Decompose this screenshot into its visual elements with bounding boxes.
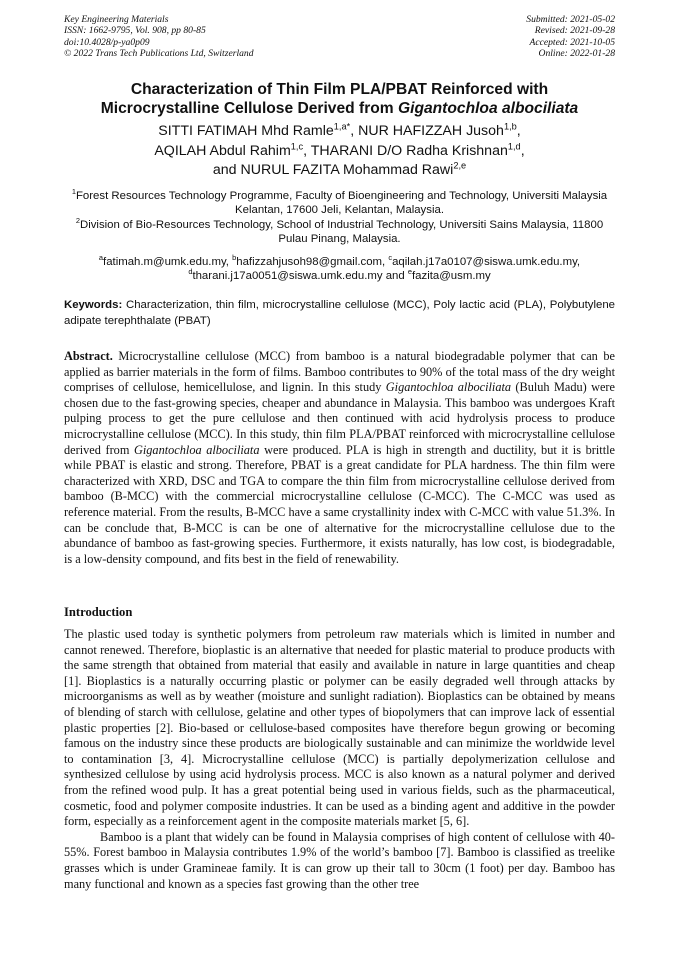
online-date: Online: 2022-01-28	[538, 48, 615, 60]
email-mark: a	[98, 252, 104, 262]
author-and: and	[212, 162, 241, 178]
section-heading-introduction: Introduction	[64, 605, 133, 619]
email-link[interactable]: hafizzahjusoh98@gmail.com,	[236, 255, 389, 268]
author-list	[64, 122, 615, 181]
email-mark: b	[232, 252, 237, 262]
copyright: © 2022 Trans Tech Publications Ltd, Switzerland	[64, 48, 254, 60]
abstract-label: Abstract.	[64, 349, 113, 363]
author-separator: ,	[520, 142, 525, 159]
affil-text: Forest Resources Technology Programme, Faculty of Bioengineering and Technology, Universiti Malaysia Kelantan, 17600 Jeli, Kelantan, Malaysia.	[75, 189, 608, 216]
email-mark: e	[407, 267, 413, 277]
email-link[interactable]: aqilah.j17a0107@siswa.umk.edu.my,	[392, 255, 581, 268]
author-affil-mark: 1,d	[507, 140, 521, 151]
species-name: Gigantochloa albociliata	[133, 442, 260, 457]
email-mark: c	[388, 252, 393, 262]
abstract-text: were produced. PLA is high in strength and ductility, but it is brittle while PBAT is elastic and strong. Therefore, PBAT is a great candidate for PLA hardness. The thin film were characterized with XRD, DSC and TGA to compare the thin film from microcrystalline cellulose derived from bamboo (B-MCC) with the commercial microcrystalline cellulose (C-MCC). The C-MCC was used as reference material. From the results, B-MCC have a same crystallinity index with C-MCC with value 51.3%. In can be conclude that, B-MCC is can be one of alternative for the microcrystalline cellulose due to the abundance of bamboo as fast-growing species. Furthermore, it exists naturally, has low cost, is biodegradable, is a low-density compound, and fits best in the field of renewability.	[64, 442, 615, 566]
keywords	[64, 298, 615, 329]
revised-date: Revised: 2021-09-28	[534, 25, 615, 37]
abstract-text: (Buluh Madu) were chosen due to the fast-growing species, cheaper and abundance in Malaysia. This bamboo was undergoes Kraft pulping process to get the pure cellulose and then continued with acid hydrolysis process to produce microcrystalline cellulose (MCC). In this study, thin film PLA/PBAT reinforced with microcrystalline cellulose derived from	[64, 380, 615, 457]
email-link[interactable]: fazita@usm.my	[412, 270, 491, 282]
header-left	[64, 14, 254, 60]
author-separator: ,	[516, 123, 521, 139]
author-line-3	[64, 161, 615, 181]
author-name: THARANI D/O Radha Krishnan	[310, 142, 508, 159]
author-affil-mark: 2,e	[453, 160, 467, 171]
author-line-1	[64, 122, 615, 142]
affil-mark: 1	[71, 186, 76, 196]
author-name: AQILAH Abdul Rahim	[154, 142, 291, 159]
author-name: NUR HAFIZZAH Jusoh	[358, 123, 504, 139]
accepted-date: Accepted: 2021-10-05	[529, 36, 615, 48]
title-species: Gigantochloa albociliata	[398, 100, 579, 117]
paragraph: The plastic used today is synthetic polymers from petroleum raw materials which is limited in number and cannot renewed. Therefore, bioplastic is an alternative that needed for plastic material to produce products with the same strength that obtained from material that easily and available in nature in large quantities and cheap [1]. Bioplastics is a naturally occurring plastic or polymer can be easily degraded well through attacks by microorganisms as well as by weather (moisture and sunlight radiation). Bioplastics can be obtained by means of blending of starch with cellulose, gelatine and other types of biopolymers that can improve lack of essential plastic properties [2]. Bio-based or cellulose-based composites have therefore begun growing or becoming famous on the industry since these products are biologically sustainable and can minimize the worldwide level to contamination [3, 4]. Microcrystalline cellulose (MCC) is partially depolymerization cellulose and synthesized cellulose by using acid hydrolysis process. MCC is also known as a natural polymer and derived from the refined wood pulp. It has a great potential being used in various fields, such as the pharmaceutical, cosmetic, food and polymer composite industries. It can be used as a binding agent and additive in the powder form, especially as a reinforcement agent in the composite materials market [5, 6].	[64, 627, 615, 829]
author-line-2	[64, 142, 615, 162]
paper-title-line-1: Characterization of Thin Film PLA/PBAT Reinforced with	[130, 81, 549, 98]
email-link[interactable]: tharani.j17a0051@siswa.umk.edu.my and	[192, 270, 408, 282]
journal-header	[64, 14, 615, 60]
paper-title-line-2	[64, 99, 615, 118]
email-mark: d	[188, 267, 193, 277]
journal-issn: ISSN: 1662-9795, Vol. 908, pp 80-85	[64, 25, 206, 37]
affil-mark: 2	[75, 215, 80, 225]
affiliation-2	[64, 215, 615, 247]
author-affil-mark: 1,a*	[333, 121, 351, 132]
submitted-date: Submitted: 2021-05-02	[526, 14, 615, 25]
header-right	[526, 14, 615, 60]
species-name: Gigantochloa albociliata	[385, 380, 512, 395]
author-emails	[64, 252, 615, 284]
introduction-body	[64, 627, 615, 892]
affiliation-1	[64, 186, 615, 218]
journal-name: Key Engineering Materials	[64, 14, 169, 25]
email-link[interactable]: fatimah.m@umk.edu.my,	[103, 255, 233, 268]
author-separator: ,	[350, 123, 359, 139]
author-affil-mark: 1,b	[503, 121, 517, 132]
email-line-1	[64, 252, 615, 270]
title-block	[64, 80, 615, 284]
doi: doi:10.4028/p-ya0p09	[64, 36, 150, 48]
email-line-2	[64, 269, 615, 284]
title-prefix: Microcrystalline Cellulose Derived from	[100, 100, 398, 117]
affil-text: Division of Bio-Resources Technology, School of Industrial Technology, Universiti Sains Malaysia, 11800 Pulau Pinang, Malaysia.	[79, 218, 604, 245]
affiliations	[64, 186, 615, 247]
author-separator: ,	[303, 142, 311, 159]
author-name: NURUL FAZITA Mohammad Rawi	[240, 162, 454, 178]
author-affil-mark: 1,c	[290, 140, 304, 151]
keywords-label: Keywords:	[64, 299, 123, 311]
abstract-text: Microcrystalline cellulose (MCC) from bamboo is a natural biodegradable polymer that can be applied as barrier materials in the form of films. Bamboo contributes to 90% of the total mass of the dry weight comprises of cellulose, hemicellulose, and lignin. In this study	[64, 349, 615, 395]
keywords-text: Characterization, thin film, microcrystalline cellulose (MCC), Poly lactic acid (PLA), Polybutylene adipate terephthalate (PBAT)	[64, 299, 615, 327]
author-name: SITTI FATIMAH Mhd Ramle	[158, 123, 334, 139]
abstract	[64, 349, 615, 567]
paragraph: Bamboo is a plant that widely can be found in Malaysia comprises of high content of cellulose with 40-55%. Forest bamboo in Malaysia contributes 1.9% of the world’s bamboo [7]. Bamboo is classified as treelike grasses which is under Gramineae family. It is can grow up their tall to 30cm (1 foot) per day. Bamboo has many functional and known as a species fast growing than the other tree	[64, 829, 615, 891]
